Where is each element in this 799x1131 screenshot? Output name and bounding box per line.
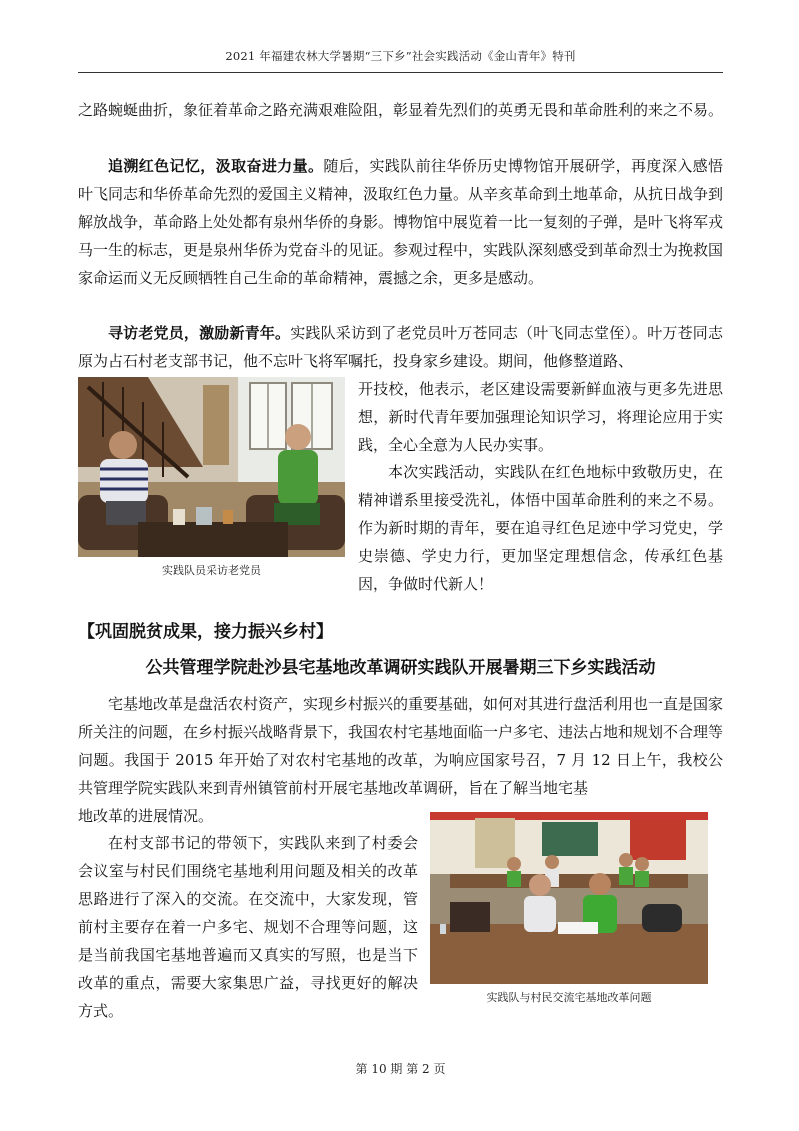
photo-caption-villagers: 实践队与村民交流宅基地改革问题 (486, 991, 652, 1004)
paragraph-village-meeting: 在村支部书记的带领下，实践队来到了村委会会议室与村民们围绕宅基地利用问题及相关的改革思路进行了深入的交流。在交流中，大家发现，管前村主要存在着一户多宅、规划不合理等问题，这是当前我国宅基地普遍而又真实的写照，也是当下改革的重点，需要大家集思广益，寻找更好的解决方式。 (78, 834, 418, 1020)
paragraph-party-member-interview (78, 319, 723, 375)
article-title: 公共管理学院赴沙县宅基地改革调研实践队开展暑期三下乡实践活动 (145, 658, 656, 678)
paragraph-intro-continuation: 之路蜿蜒曲折，象征着革命之路充满艰难险阻，彰显着先烈们的英勇无畏和革命胜利的来之不易。 (78, 101, 724, 119)
photo-villager-discussion (430, 812, 708, 984)
paragraph-lead-bold: 追溯红色记忆，汲取奋进力量。 (108, 157, 324, 175)
paragraph-homestead-reform: 宅基地改革是盘活农村资产，实现乡村振兴的重要基础，如何对其进行盘活利用也一直是国家所关注的问题，在乡村振兴战略背景下，我国农村宅基地面临一户多宅、违法占地和规划不合理等问题。我国于 2015 年开始了对农村宅基地的改革，为响应国家号召，7 月 12 日上午，我校公共管理学院实践队来到青州镇管前村开展宅基地改革调研，旨在了解当地宅基 (78, 695, 724, 797)
paragraph-activity-summary: 本次实践活动，实践队在红色地标中致敬历史，在精神谱系里接受洗礼，体悟中国革命胜利的来之不易。作为新时期的青年，要在追寻红色足迹中学习党史，学史崇德、学史力行，更加坚定理想信念，传承红色基因，争做时代新人！ (358, 463, 723, 593)
paragraph-body: 随后，实践队前往华侨历史博物馆开展研学，再度深入感悟叶飞同志和华侨革命先烈的爱国主义精神，汲取红色力量。从辛亥革命到土地革命，从抗日战争到解放战争，革命路上处处都有泉州华侨的身影。博物馆中展览着一比一复刻的子弹，是叶飞将军戎马一生的标志，更是泉州华侨为党奋斗的见证。参观过程中，实践队深刻感受到革命烈士为挽救国家命运而义无反顾牺牲自己生命的革命精神，震撼之余，更多是感动。 (78, 157, 724, 287)
photo-illustration (430, 812, 708, 984)
paragraph-museum-visit (78, 152, 723, 292)
paragraph-party-member-interview-continued: 开技校，他表示，老区建设需要新鲜血液与更多先进思想，新时代青年要加强理论知识学习，将理论应用于实践，全心全意为人民办实事。 (358, 380, 723, 454)
photo-caption-interview: 实践队员采访老党员 (162, 564, 261, 577)
section-heading: 【巩固脱贫成果，接力振兴乡村】 (78, 622, 333, 642)
running-header: 2021 年福建农林大学暑期“三下乡”社会实践活动《金山青年》特刊 (225, 49, 576, 63)
paragraph-homestead-reform-tail: 地改革的进展情况。 (78, 807, 214, 825)
photo-interview-old-party-member (78, 377, 345, 557)
paragraph-body: 实践队采访到了老党员叶万苍同志（叶飞同志堂侄）。叶万苍同志原为占石村老支部书记，他不忘叶飞将军嘱托，投身家乡建设。期间，他修整道路、 (78, 324, 723, 370)
page-footer: 第 10 期 第 2 页 (355, 1062, 446, 1076)
header-rule (78, 72, 723, 73)
paragraph-lead-bold: 寻访老党员，激励新青年。 (108, 324, 291, 342)
photo-illustration (78, 377, 345, 557)
